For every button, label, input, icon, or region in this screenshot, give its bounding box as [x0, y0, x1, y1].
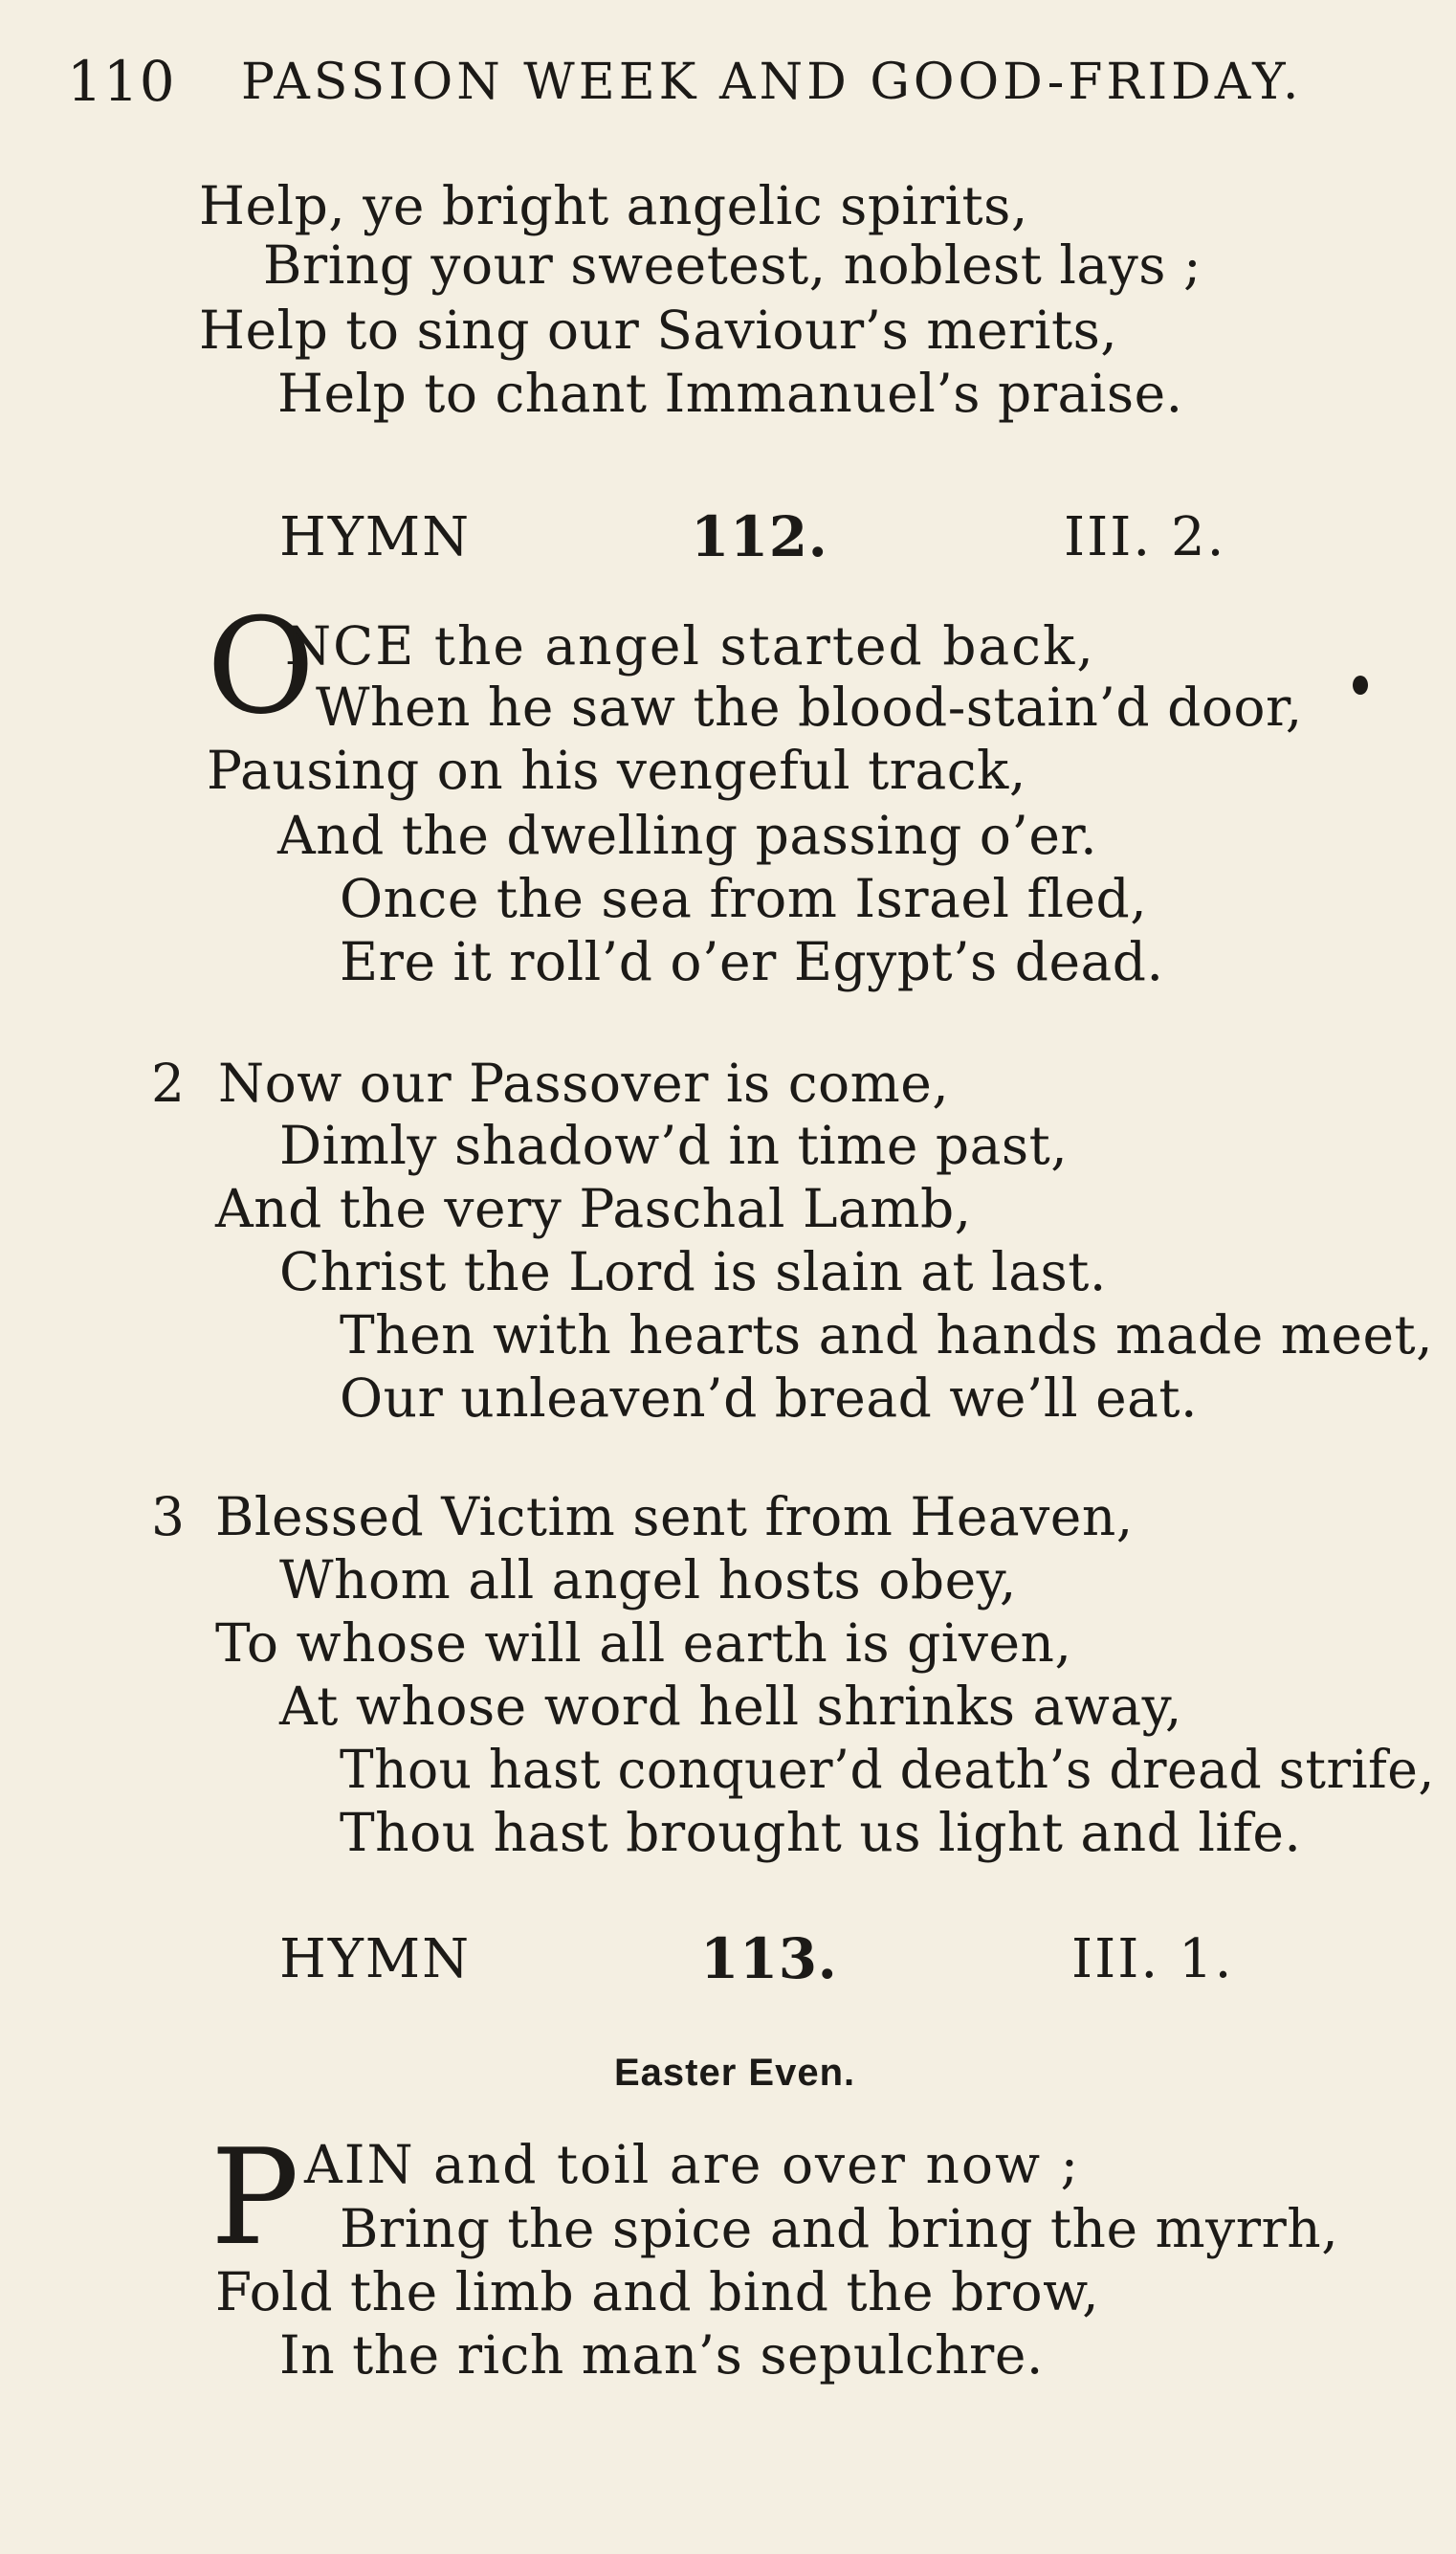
hymn-112-line: Once the sea from Israel fled,	[340, 868, 1148, 929]
stanza-number: 2	[151, 1053, 185, 1114]
hymn-113-line: Bring the spice and bring the myrrh,	[340, 2198, 1339, 2259]
hymn-113-number: 113.	[700, 1926, 838, 1991]
hymn-112-line: Whom all angel hosts obey,	[279, 1549, 1017, 1610]
running-title: PASSION WEEK AND GOOD-FRIDAY.	[241, 54, 1303, 111]
hymn-112-line: And the dwelling passing o’er.	[277, 805, 1098, 866]
hymn-112-line: Our unleaven’d bread we’ll eat.	[340, 1367, 1199, 1429]
hymn-112-label: HYMN	[279, 506, 472, 568]
hymn-112-line: Dimly shadow’d in time past,	[279, 1115, 1069, 1176]
hymn-112-first-line: NCE the angel started back,	[285, 615, 1095, 677]
hymn-112-line: Thou hast conquer’d death’s dread strife,	[340, 1739, 1435, 1800]
hymn-112-drop-cap: O	[207, 589, 316, 744]
ink-dot	[1353, 676, 1368, 695]
hymn-112-line: When he saw the blood-stain’d door,	[316, 677, 1303, 738]
hymn-112-line: Now our Passover is come,	[218, 1053, 950, 1114]
stanza-number: 3	[151, 1486, 185, 1547]
hymn-112-line: Pausing on his vengeful track,	[207, 740, 1026, 801]
hymn-112-line: Christ the Lord is slain at last.	[279, 1241, 1107, 1302]
hymn-113-line: Fold the limb and bind the brow,	[215, 2261, 1100, 2322]
hymn-112-line: To whose will all earth is given,	[215, 1612, 1072, 1674]
hymn-113-subtitle: Easter Even.	[614, 2052, 856, 2094]
hymn-113-label: HYMN	[279, 1928, 472, 1990]
carryover-line: Bring your sweetest, noblest lays ;	[263, 234, 1202, 296]
hymn-112-line: Then with hearts and hands made meet,	[340, 1304, 1434, 1366]
carryover-line: Help, ye bright angelic spirits,	[199, 175, 1028, 236]
hymn-113-drop-cap: P	[210, 2121, 299, 2275]
hymn-112-number: 112.	[691, 504, 828, 569]
hymn-113-first-line: AIN and toil are over now ;	[304, 2134, 1081, 2195]
carryover-line: Help to sing our Saviour’s merits,	[199, 300, 1118, 361]
hymn-112-line: Ere it roll’d o’er Egypt’s dead.	[340, 931, 1164, 992]
hymn-112-line: At whose word hell shrinks away,	[279, 1676, 1182, 1737]
hymn-112-line: And the very Paschal Lamb,	[215, 1178, 972, 1239]
hymn-113-meter: III. 1.	[1071, 1928, 1234, 1990]
hymn-112-meter: III. 2.	[1064, 506, 1226, 568]
page-number: 110	[67, 49, 176, 114]
hymn-112-line: Thou hast brought us light and life.	[340, 1802, 1302, 1863]
hymn-113-line: In the rich man’s sepulchre.	[279, 2324, 1044, 2386]
hymn-112-line: Blessed Victim sent from Heaven,	[215, 1486, 1134, 1547]
carryover-line: Help to chant Immanuel’s praise.	[277, 363, 1183, 424]
